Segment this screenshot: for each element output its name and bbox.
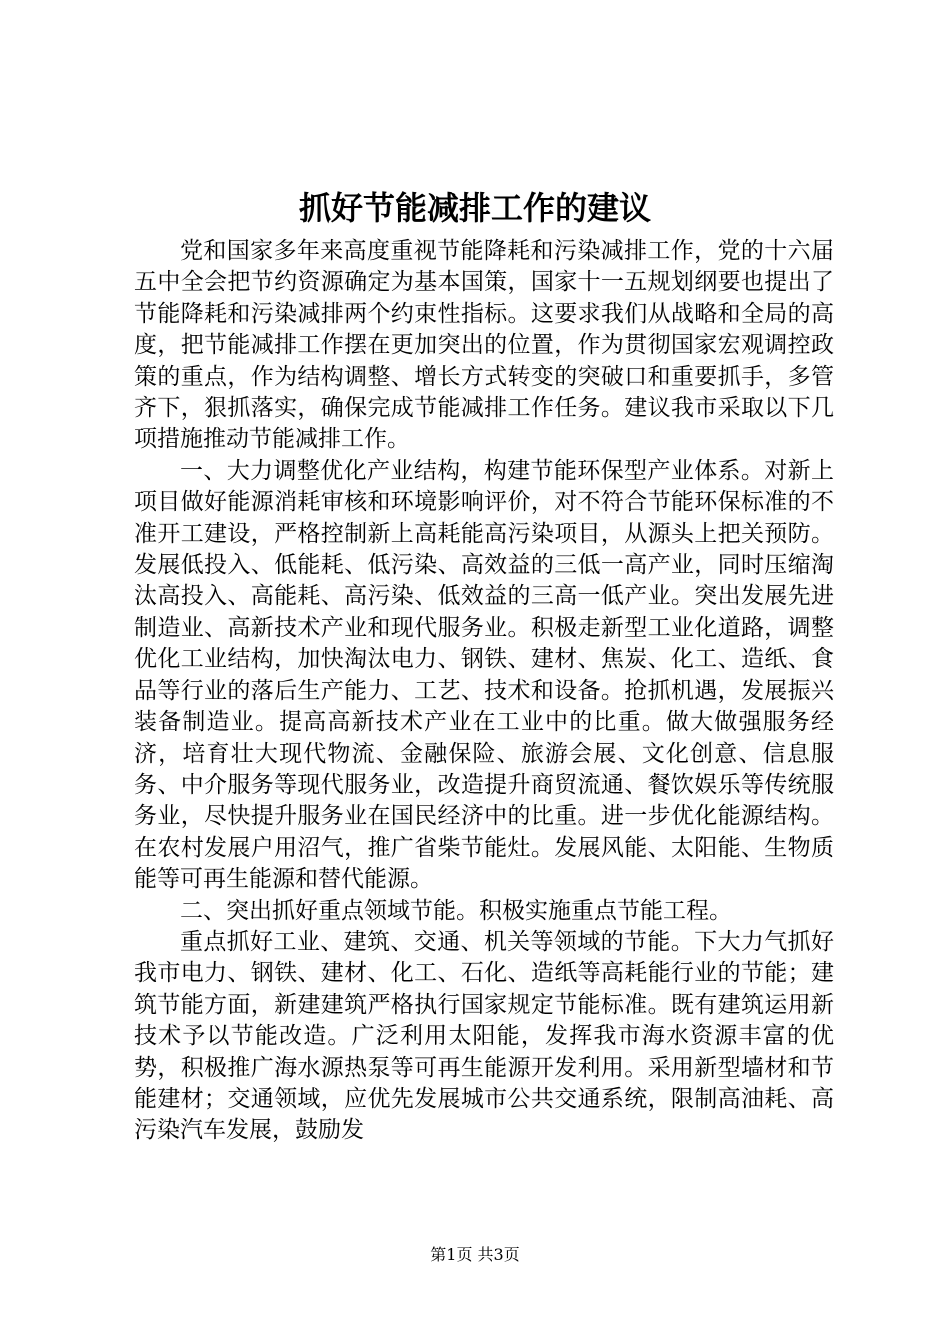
paragraph-section-2-heading: 二、突出抓好重点领域节能。积极实施重点节能工程。	[180, 897, 732, 924]
paragraph-section-1: 一、大力调整优化产业结构，构建节能环保型产业体系。对新上项目做好能源消耗审核和环境影响评价，对不符合节能环保标准的不准开工建设，严格控制新上高耗能高污染项目，从源头上把关预防。发展低投入、低能耗、低污染、高效益的三低一高产业，同时压缩淘汰高投入、高能耗、高污染、低效益的三高一低产业。突出发展先进制造业、高新技术产业和现代服务业。积极走新型工业化道路，调整优化工业结构，加快淘汰电力、钢铁、建材、焦炭、化工、造纸、食品等行业的落后生产能力、工艺、技术和设备。抢抓机遇，发展振兴装备制造业。提高高新技术产业在工业中的比重。做大做强服务经济，培育壮大现代物流、金融保险、旅游会展、文化创意、信息服务、中介服务等现代服务业，改造提升商贸流通、餐饮娱乐等传统服务业，尽快提升服务业在国民经济中的比重。进一步优化能源结构。在农村发展户用沼气，推广省柴节能灶。发展风能、太阳能、生物质能等可再生能源和替代能源。	[134, 457, 834, 893]
document-body	[134, 236, 834, 1147]
paragraph-section-2-body: 重点抓好工业、建筑、交通、机关等领域的节能。下大力气抓好我市电力、钢铁、建材、化工、石化、造纸等高耗能行业的节能；建筑节能方面，新建建筑严格执行国家规定节能标准。既有建筑运用新技术予以节能改造。广泛利用太阳能，发挥我市海水资源丰富的优势，积极推广海水源热泵等可再生能源开发利用。采用新型墙材和节能建材；交通领域，应优先发展城市公共交通系统，限制高油耗、高污染汽车发展，鼓励发	[134, 928, 834, 1144]
document-title: 抓好节能减排工作的建议	[298, 189, 651, 227]
page-footer: 第1页 共3页	[430, 1245, 520, 1264]
paragraph-intro: 党和国家多年来高度重视节能降耗和污染减排工作，党的十六届五中全会把节约资源确定为基本国策，国家十一五规划纲要也提出了节能降耗和污染减排两个约束性指标。这要求我们从战略和全局的高度，把节能减排工作摆在更加突出的位置，作为贯彻国家宏观调控政策的重点，作为结构调整、增长方式转变的突破口和重要抓手，多管齐下，狠抓落实，确保完成节能减排工作任务。建议我市采取以下几项措施推动节能减排工作。	[134, 238, 834, 453]
